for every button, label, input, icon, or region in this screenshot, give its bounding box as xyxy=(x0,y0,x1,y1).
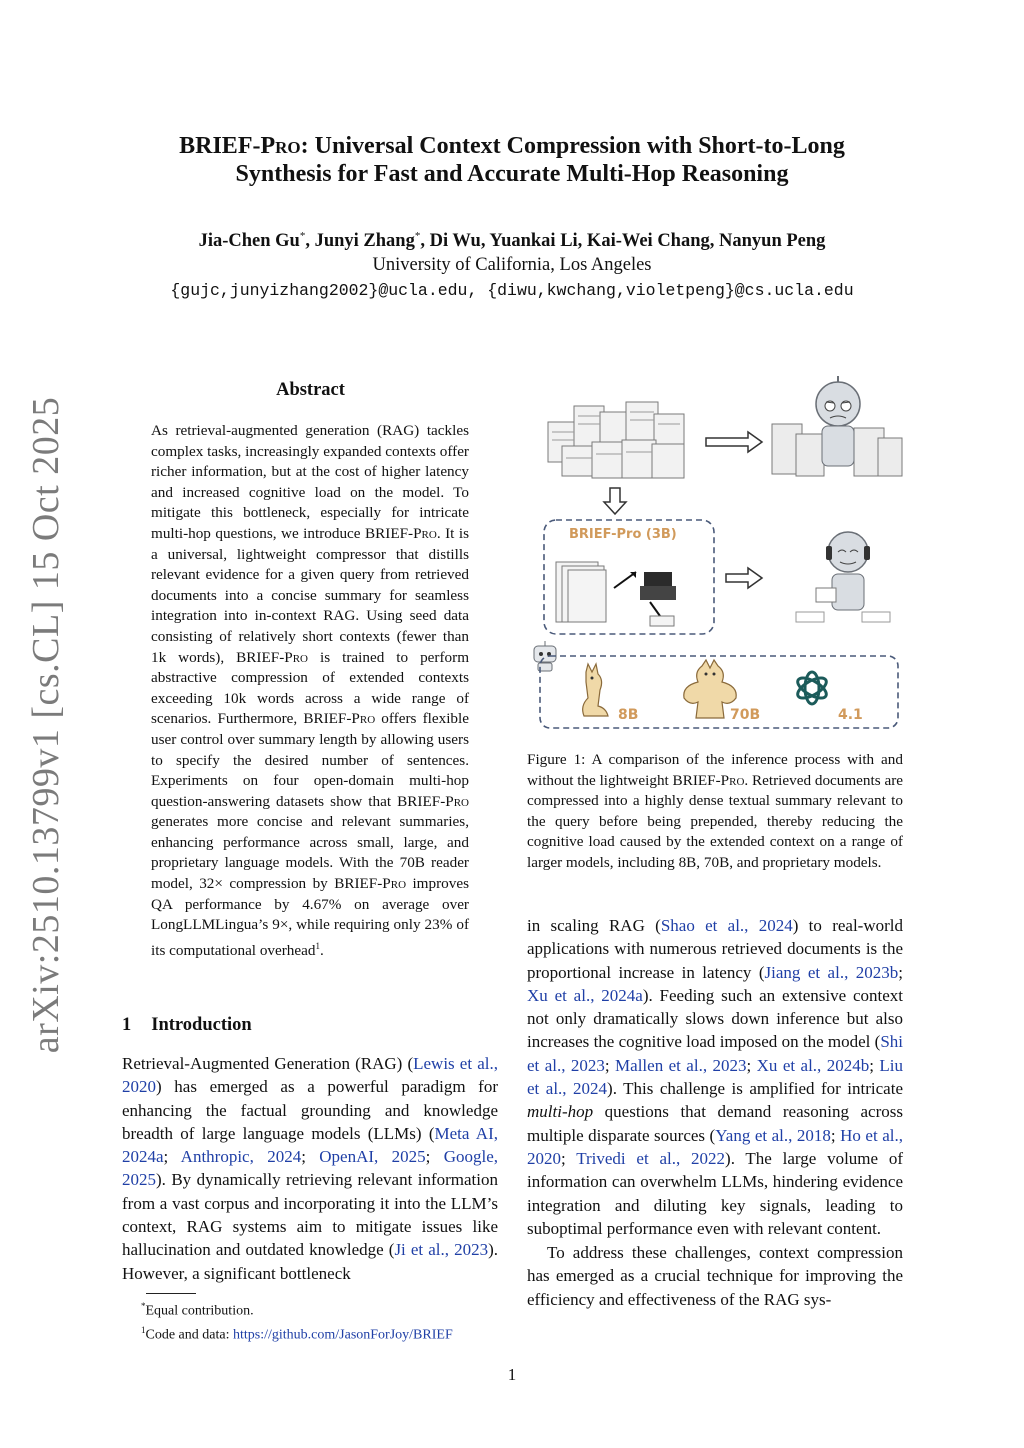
footnote-rule xyxy=(146,1293,196,1294)
section-heading-introduction: 1 Introduction xyxy=(122,1015,252,1035)
llama-icon xyxy=(583,664,608,716)
citation-link[interactable]: Liu et al., 2024 xyxy=(527,1055,903,1099)
title-line-1: BRIEF-Pro: Universal Context Compression with Short-to-Long xyxy=(179,133,845,159)
introduction-text: Retrieval-Augmented Generation (RAG) (Lewis et al., 2020) has emerged as a powerful paradigm for enhancing the factual grounding and knowledge breadth of large language models (LLMs) (Meta AI, 2024a; Anthropic, 2024; OpenAI, 2025; Google, 2025). By dynamically retrieving relevant information from a vast corpus and incorporating it into the LLM’s context, RAG systems aim to mitigate issues like hallucination and outdated knowledge (Ji et al., 2023). However, a significant bottleneck xyxy=(122,1054,498,1283)
overwhelmed-robot-icon xyxy=(772,376,902,476)
document-pile-icon xyxy=(548,402,684,478)
abstract-heading: Abstract xyxy=(276,380,345,400)
muscular-llama-icon xyxy=(684,660,736,718)
citation-link[interactable]: Jiang et al., 2023b xyxy=(764,962,899,982)
paper-title xyxy=(130,132,894,188)
citation-link[interactable]: Lewis et al., 2020 xyxy=(122,1054,498,1097)
title-line-2: Synthesis for Fast and Accurate Multi-Hop Reasoning xyxy=(235,161,789,187)
model-size-70b: 70B xyxy=(730,707,761,723)
citation-link[interactable]: Xu et al., 2024a xyxy=(527,985,643,1005)
footnote-equal-contribution: *Equal contribution. xyxy=(141,1301,254,1319)
model-size-8b: 8B xyxy=(618,707,639,723)
arrow-right-icon xyxy=(706,432,762,452)
abstract-text: As retrieval-augmented generation (RAG) tackles complex tasks, increasingly expanded contexts offer richer information, but at the cost of higher latency and increased cognitive load on the model. To mitigate this bottleneck, especially for intricate multi-hop questions, we introduce BRIEF-Pro. It is a universal, lightweight compressor that distills relevant evidence for a given query from retrieved documents into a concise summary for seamless integration into in-context RAG. Using seed data consisting of relatively short contexts (fewer than 1k words), BRIEF-Pro is trained to perform abstractive compression of extended contexts exceeding 10k words across a wide range of scenarios. Furthermore, BRIEF-Pro offers flexible user control over summary length by allowing users to specify the desired number of sentences. Experiments on four open-domain multi-hop question-answering datasets show that BRIEF-Pro generates more concise and relevant summaries, enhancing performance across small, large, and proprietary language models. With the 70B reader model, 32× compression by BRIEF-Pro improves QA performance by 4.67% on average over LongLLMLingua’s 9×, while requiring only 23% of its computational overhead$^1$. xyxy=(151,422,470,959)
arxiv-identifier: arXiv:2510.13799v1 [cs.CL] 15 Oct 2025 xyxy=(25,396,67,1054)
footnote-code: $^1$Code and data: https://github.com/JasonForJoy/BRIEF xyxy=(141,1325,453,1343)
author-emails: {gujc,junyizhang2002}@ucla.edu, {diwu,kwchang,violetpeng}@cs.ucla.edu xyxy=(170,281,854,300)
openai-logo-icon xyxy=(795,672,830,704)
citation-link[interactable]: Yang et al., 2018 xyxy=(715,1125,831,1145)
model-version-4-1: 4.1 xyxy=(838,707,863,723)
paragraph: To address these challenges, context compression has emerged as a crucial technique for improving the efficiency and effectiveness of the RAG sys- xyxy=(527,1243,903,1309)
affiliation: University of California, Los Angeles xyxy=(372,255,652,275)
figure-1-caption: Figure 1: A comparison of the inference process with and without the lightweight BRIEF-Pro. Retrieved documents are compressed into a highly dense textual summary relevant to the query before being prepended, thereby reducing the cognitive load caused by the extended context on a range of larger models, including 8B, 70B, and proprietary models. xyxy=(527,751,903,871)
citation-link[interactable]: Ho et al., 2020 xyxy=(527,1125,903,1168)
citation-link[interactable]: Anthropic, 2024 xyxy=(180,1147,302,1167)
citation-link[interactable]: Shi et al., 2023 xyxy=(527,1032,903,1075)
citation-link[interactable]: OpenAI, 2025 xyxy=(319,1147,426,1167)
citation-link[interactable]: Trivedi et al., 2022 xyxy=(576,1148,726,1168)
relaxed-robot-icon xyxy=(796,532,890,622)
citation-link[interactable]: Xu et al., 2024b xyxy=(756,1055,870,1075)
figure-1 xyxy=(526,376,908,736)
right-column-text xyxy=(527,914,903,1311)
compressor-label: BRIEF-Pro (3B) xyxy=(569,527,677,542)
arrow-right-icon xyxy=(726,568,762,588)
citation-link[interactable]: Ji et al., 2023 xyxy=(394,1240,489,1260)
paragraph: in scaling RAG (Shao et al., 2024) to real-world applications with numerous retrieved documents is the proportional increase in latency (Jiang et al., 2023b; Xu et al., 2024a). Feeding such an extensive context not only dramatically slows down inference but also increases the cognitive load imposed on the model (Shi et al., 2023; Mallen et al., 2023; Xu et al., 2024b; Liu et al., 2024). This challenge is amplified for intricate multi-hop questions that demand reasoning across multiple disparate sources (Yang et al., 2018; Ho et al., 2020; Trivedi et al., 2022). The large volume of information can overwhelm LLMs, hindering evidence integration and diluting key signals, leading to suboptimal performance even with relevant content. xyxy=(527,916,904,1238)
github-link[interactable]: https://github.com/JasonForJoy/BRIEF xyxy=(232,1327,453,1343)
footnote-marker: 1 xyxy=(315,940,320,951)
figure-1-illustration xyxy=(526,376,908,736)
citation-link[interactable]: Meta AI, 2024a xyxy=(122,1123,498,1167)
citation-link[interactable]: Mallen et al., 2023 xyxy=(615,1055,747,1075)
page-number: 1 xyxy=(507,1365,517,1384)
citation-link[interactable]: Shao et al., 2024 xyxy=(660,916,793,935)
footnotes xyxy=(141,1297,453,1345)
citation-link[interactable]: Google, 2025 xyxy=(122,1147,498,1190)
arrow-down-icon xyxy=(604,488,626,514)
author-list: Jia-Chen Gu*, Junyi Zhang*, Di Wu, Yuankai Li, Kai-Wei Chang, Nanyun Peng xyxy=(198,230,826,252)
